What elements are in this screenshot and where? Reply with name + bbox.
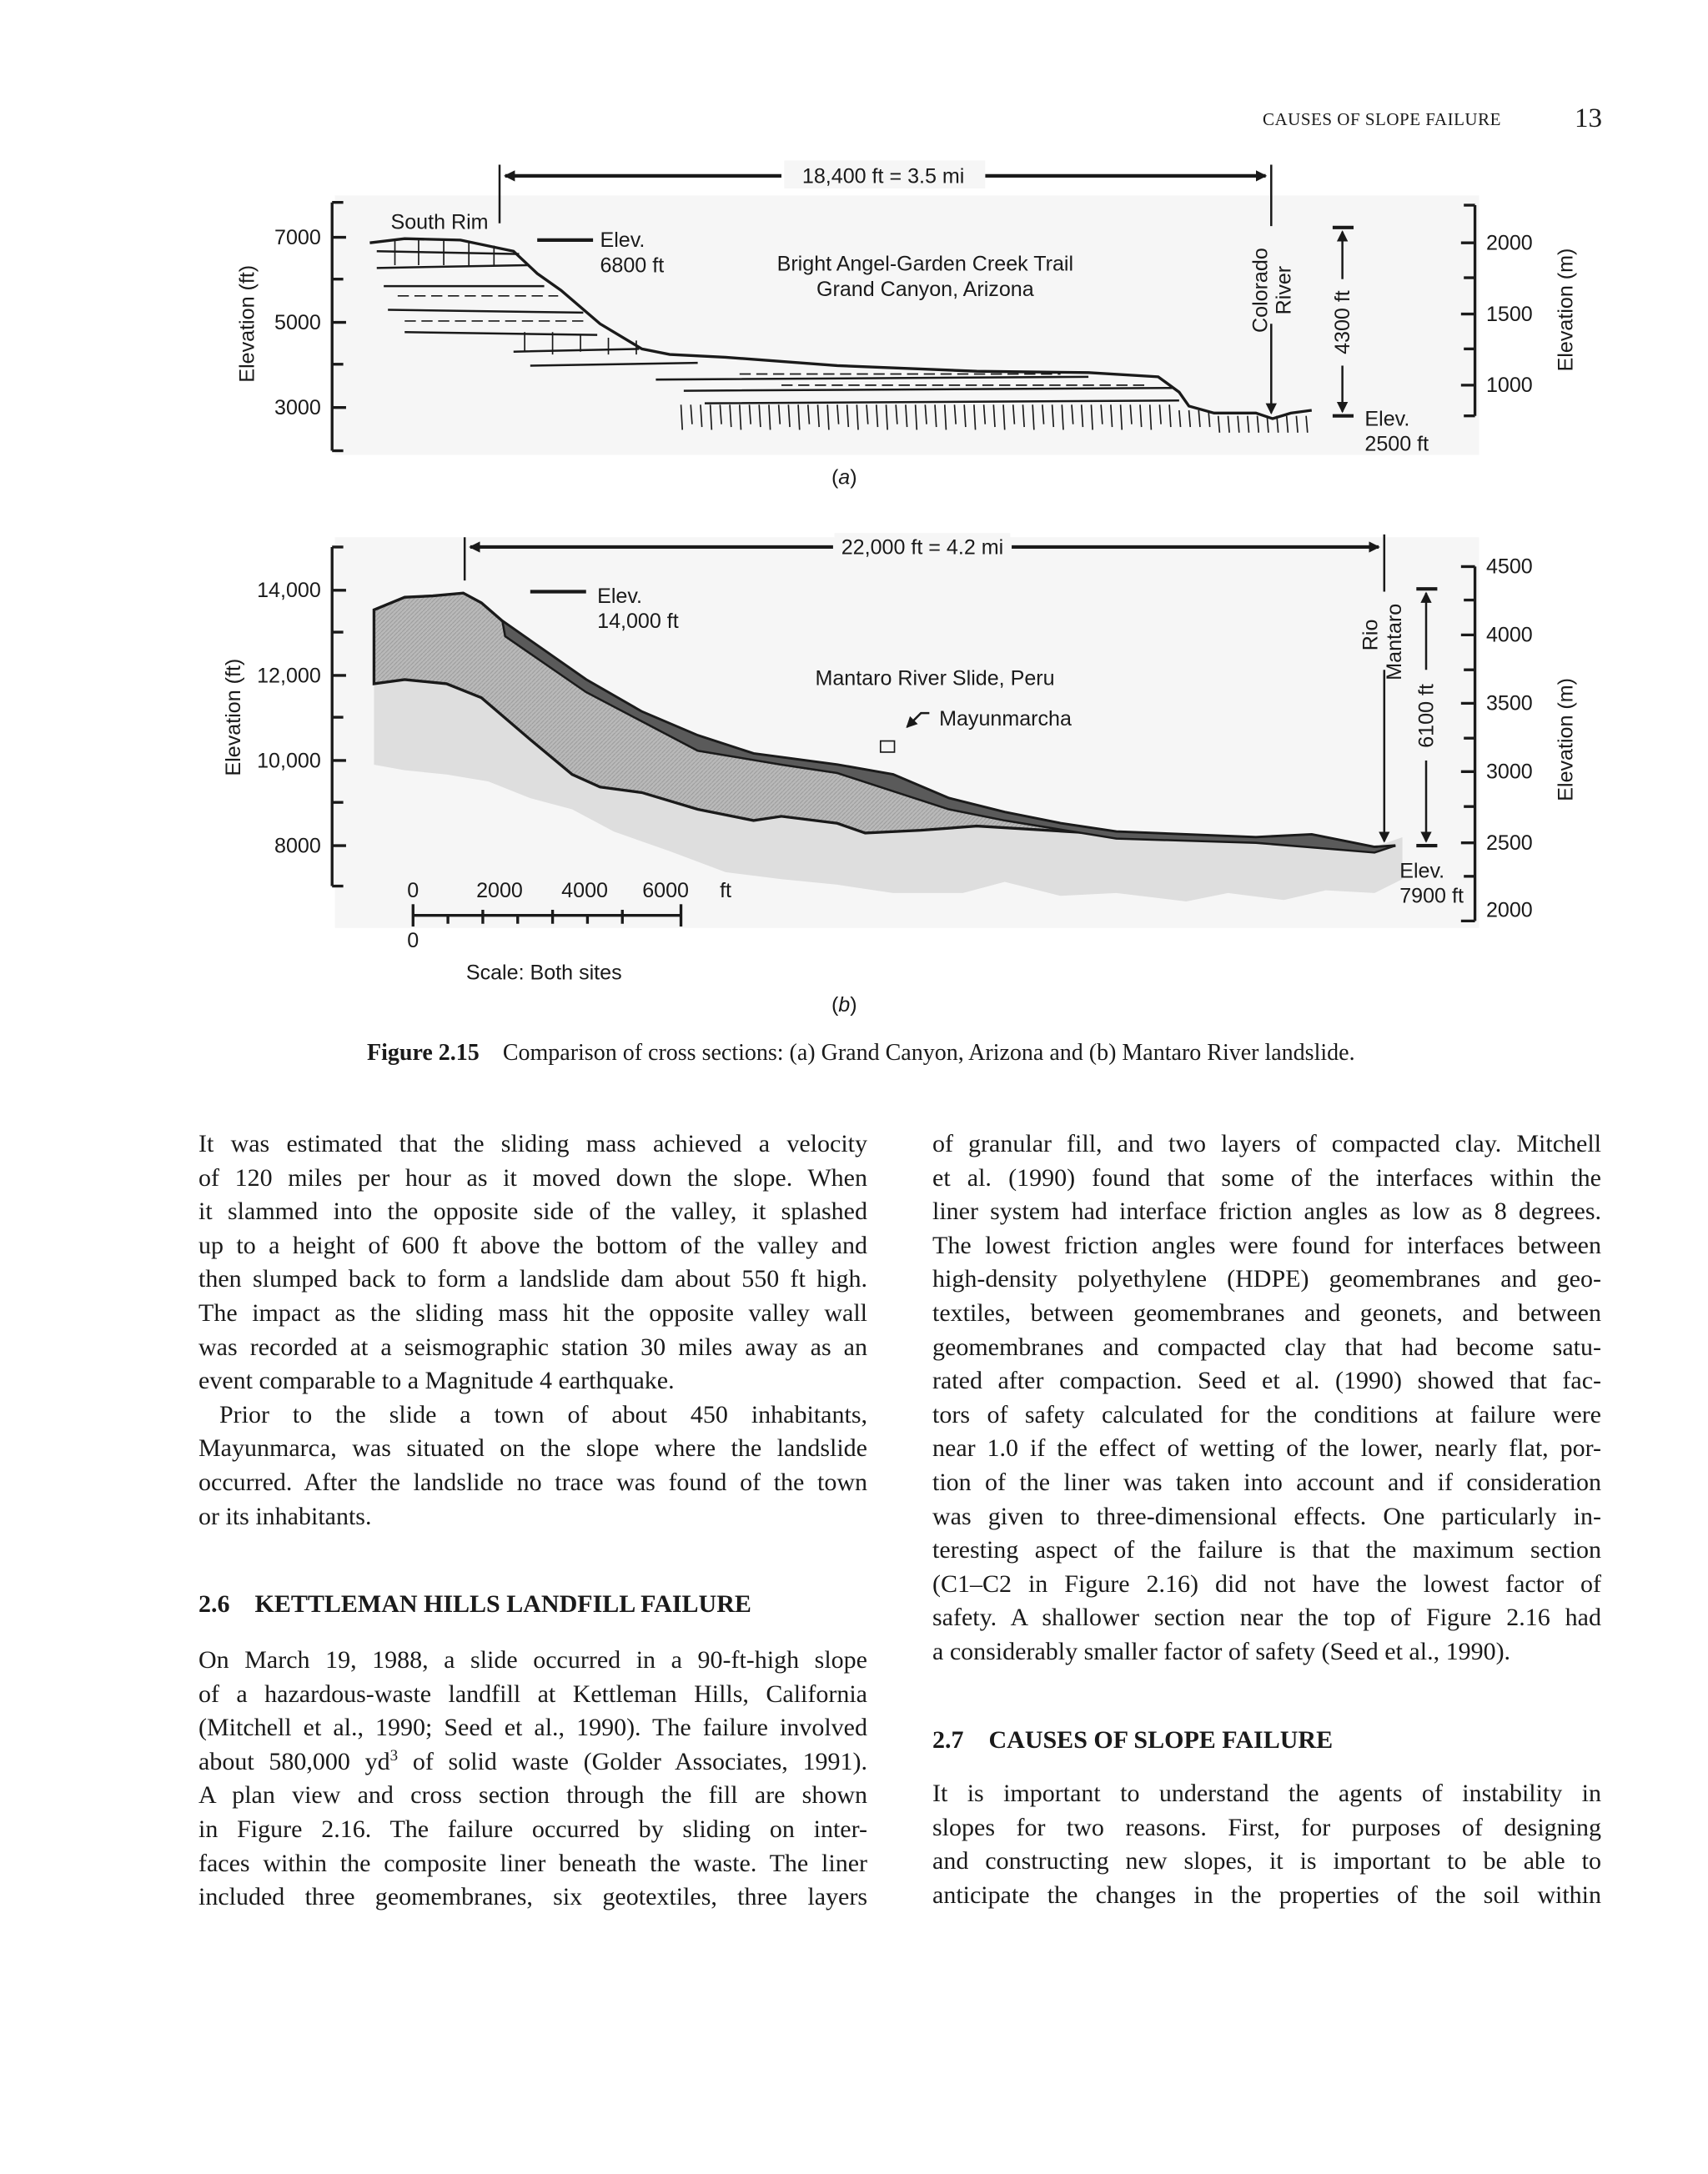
tick-label: 4500 (1485, 555, 1533, 579)
text-line: anticipate the changes in the properties of the soil within (932, 1880, 1601, 1909)
text-line: slopes for two reasons. First, for purposes of designing (932, 1813, 1601, 1841)
text-line: textiles, between geomembranes and geonets, and between (932, 1298, 1601, 1327)
text-line: geomembranes and compacted clay that had become satu- (932, 1333, 1601, 1361)
text-line: was given to three-dimensional effects. One particularly in- (932, 1502, 1601, 1530)
scale-caption: Scale: Both sites (465, 961, 622, 985)
elev-bottom-a-1: Elev. (1364, 407, 1410, 431)
text-line: about 580,000 $yd^3$ of solid waste (Golder Associates, 1991). (198, 1746, 867, 1775)
height-label-b: 6100 ft (1414, 684, 1439, 748)
right-axis-label-b: Elevation (m) (1554, 678, 1578, 801)
text-line: of granular fill, and two layers of compacted clay. Mitchell (932, 1130, 1601, 1157)
text-line: of a hazardous-waste landfill at Kettleman Hills, California (198, 1679, 867, 1708)
south-rim-label: South Rim (390, 210, 489, 234)
text-line: tors of safety calculated for the conditions at failure were (932, 1400, 1601, 1428)
river-label-a-1: Colorado (1248, 248, 1273, 333)
paragraph (932, 1127, 1601, 1669)
tick-label: 1500 (1485, 302, 1533, 326)
scale-tick-label: ft (720, 878, 732, 902)
panel-label-a: (a) (831, 465, 857, 490)
text-line: Mayunmarca, was situated on the slope where the landslide (198, 1434, 867, 1463)
elev-bottom-b-2: 7900 ft (1399, 884, 1464, 908)
tick-label: 10,000 (257, 749, 321, 773)
text-line: faces within the composite liner beneath the waste. The liner (198, 1849, 867, 1877)
text-line: it slammed into the opposite side of the valley, it splashed (198, 1197, 867, 1226)
text-line: The impact as the sliding mass hit the opposite valley wall (198, 1298, 867, 1327)
tick-label: 12,000 (257, 664, 321, 688)
text-line: was recorded at a seismographic station 30 miles away as an (198, 1333, 867, 1361)
scale-tick-label: 0 (407, 878, 419, 902)
paragraph (198, 1398, 867, 1534)
elev-bottom-a-2: 2500 ft (1364, 432, 1429, 456)
text-line: rated after compaction. Seed et al. (1990) showed that fac- (932, 1367, 1601, 1395)
tick-label: 2000 (1485, 231, 1533, 255)
text-line: tion of the liner was taken into account and if consideration (932, 1468, 1601, 1496)
text-line: included three geomembranes, six geotextiles, three layers (198, 1883, 867, 1911)
text-line: near 1.0 if the effect of wetting of the lower, nearly flat, por- (932, 1434, 1601, 1463)
tick-label: 7000 (274, 225, 321, 249)
elev-top-b-2: 14,000 ft (597, 610, 679, 634)
section-number: 2.6 (198, 1590, 230, 1618)
text-line: in Figure 2.16. The failure occurred by sliding on inter- (198, 1815, 867, 1843)
text-line: and constructing new slopes, it is important to be able to (932, 1847, 1601, 1875)
scale-tick-label: 2000 (476, 878, 523, 902)
scale-tick-label: 6000 (642, 878, 690, 902)
tick-label: 8000 (274, 834, 321, 858)
right-column-body (932, 1127, 1601, 1669)
elev-top-a-1: Elev. (600, 228, 646, 253)
tick-label: 2500 (1485, 831, 1533, 856)
town-label: Mayunmarcha (939, 707, 1072, 731)
elev-bottom-b-1: Elev. (1399, 859, 1445, 883)
text-line: It was estimated that the sliding mass achieved a velocity (198, 1130, 867, 1157)
text-line: A plan view and cross section through the fill are shown (198, 1781, 867, 1810)
river-label-b-2: Mantaro (1382, 603, 1406, 680)
text-line: occurred. After the landslide no trace was found of the town (198, 1468, 867, 1496)
text-line: It is important to understand the agents of instability in (932, 1780, 1601, 1807)
text-line: Prior to the slide a town of about 450 inhabitants, (219, 1400, 867, 1428)
tick-label: 2000 (1485, 898, 1533, 922)
running-header: CAUSES OF SLOPE FAILURE (1263, 109, 1501, 129)
page-number: 13 (1575, 103, 1602, 133)
paragraph (198, 1127, 867, 1398)
tick-label: 5000 (274, 310, 321, 334)
text-line: of 120 miles per hour as it moved down the slope. When (198, 1163, 867, 1192)
title-b: Mantaro River Slide, Peru (815, 666, 1055, 690)
section-heading-2-6 (198, 1590, 751, 1619)
span-label-b: 22,000 ft = 4.2 mi (841, 535, 1004, 560)
river-label-a-2: River (1272, 265, 1296, 315)
text-line: (C1–C2 in Figure 2.16) did not have the lowest factor of (932, 1569, 1601, 1598)
text-line: up to a height of 600 ft above the bottom of the valley and (198, 1231, 867, 1259)
river-label-b-1: Rio (1359, 619, 1383, 651)
caption-text: Comparison of cross sections: (a) Grand Canyon, Arizona and (b) Mantaro River landslide. (502, 1040, 1355, 1066)
caption-label: Figure 2.15 (367, 1040, 480, 1066)
text-line: teresting aspect of the failure is that the maximum section (932, 1536, 1601, 1564)
text-line: et al. (1990) found that some of the interfaces within the (932, 1163, 1601, 1192)
elev-top-a-2: 6800 ft (600, 254, 665, 278)
left-axis-label-a: Elevation (ft) (235, 264, 259, 383)
elev-top-b-1: Elev. (597, 584, 643, 608)
panel-label-b: (b) (831, 993, 857, 1017)
left-axis-label-b: Elevation (ft) (221, 658, 245, 776)
text-line: or its inhabitants. (198, 1502, 372, 1530)
section-title: CAUSES OF SLOPE FAILURE (988, 1726, 1334, 1754)
tick-label: 3500 (1485, 691, 1533, 715)
text-line: event comparable to a Magnitude 4 earthquake. (198, 1367, 675, 1395)
text-line: The lowest friction angles were found for interfaces between (932, 1231, 1601, 1259)
text-line: a considerably smaller factor of safety (Seed et al., 1990). (932, 1637, 1511, 1665)
text-line: then slumped back to form a landslide dam about 550 ft high. (198, 1265, 867, 1293)
span-label-a: 18,400 ft = 3.5 mi (801, 164, 965, 188)
tick-label: 1000 (1485, 374, 1533, 398)
left-column-section-body (198, 1644, 867, 1915)
text-line: (Mitchell et al., 1990; Seed et al., 1990). The failure involved (198, 1714, 867, 1742)
text-line: liner system had interface friction angles as low as 8 degrees. (932, 1197, 1601, 1226)
tick-label: 14,000 (257, 579, 321, 603)
tick-label: 3000 (1485, 760, 1533, 784)
superscript: 3 (389, 1746, 399, 1765)
right-column-section-body (932, 1777, 1601, 1912)
section-heading-2-7 (932, 1726, 1333, 1755)
scale-zero-label: 0 (407, 929, 419, 953)
height-label-a: 4300 ft (1330, 290, 1354, 354)
scale-tick-label: 4000 (561, 878, 608, 902)
paragraph (932, 1777, 1601, 1912)
tick-label: 3000 (274, 396, 321, 420)
text-line: safety. A shallower section near the top of Figure 2.16 had (932, 1604, 1601, 1632)
figure-caption (367, 1040, 1355, 1067)
title-a-1: Bright Angel-Garden Creek Trail (776, 252, 1074, 276)
left-column-body (198, 1127, 867, 1534)
text-line: high-density polyethylene (HDPE) geomembranes and geo- (932, 1265, 1601, 1293)
paragraph (198, 1644, 867, 1915)
section-number: 2.7 (932, 1726, 964, 1754)
section-title: KETTLEMAN HILLS LANDFILL FAILURE (254, 1590, 751, 1618)
right-axis-label-a: Elevation (m) (1554, 248, 1578, 372)
title-a-2: Grand Canyon, Arizona (816, 277, 1034, 301)
text-line: On March 19, 1988, a slide occurred in a 90-ft-high slope (198, 1646, 867, 1674)
tick-label: 4000 (1485, 623, 1533, 647)
